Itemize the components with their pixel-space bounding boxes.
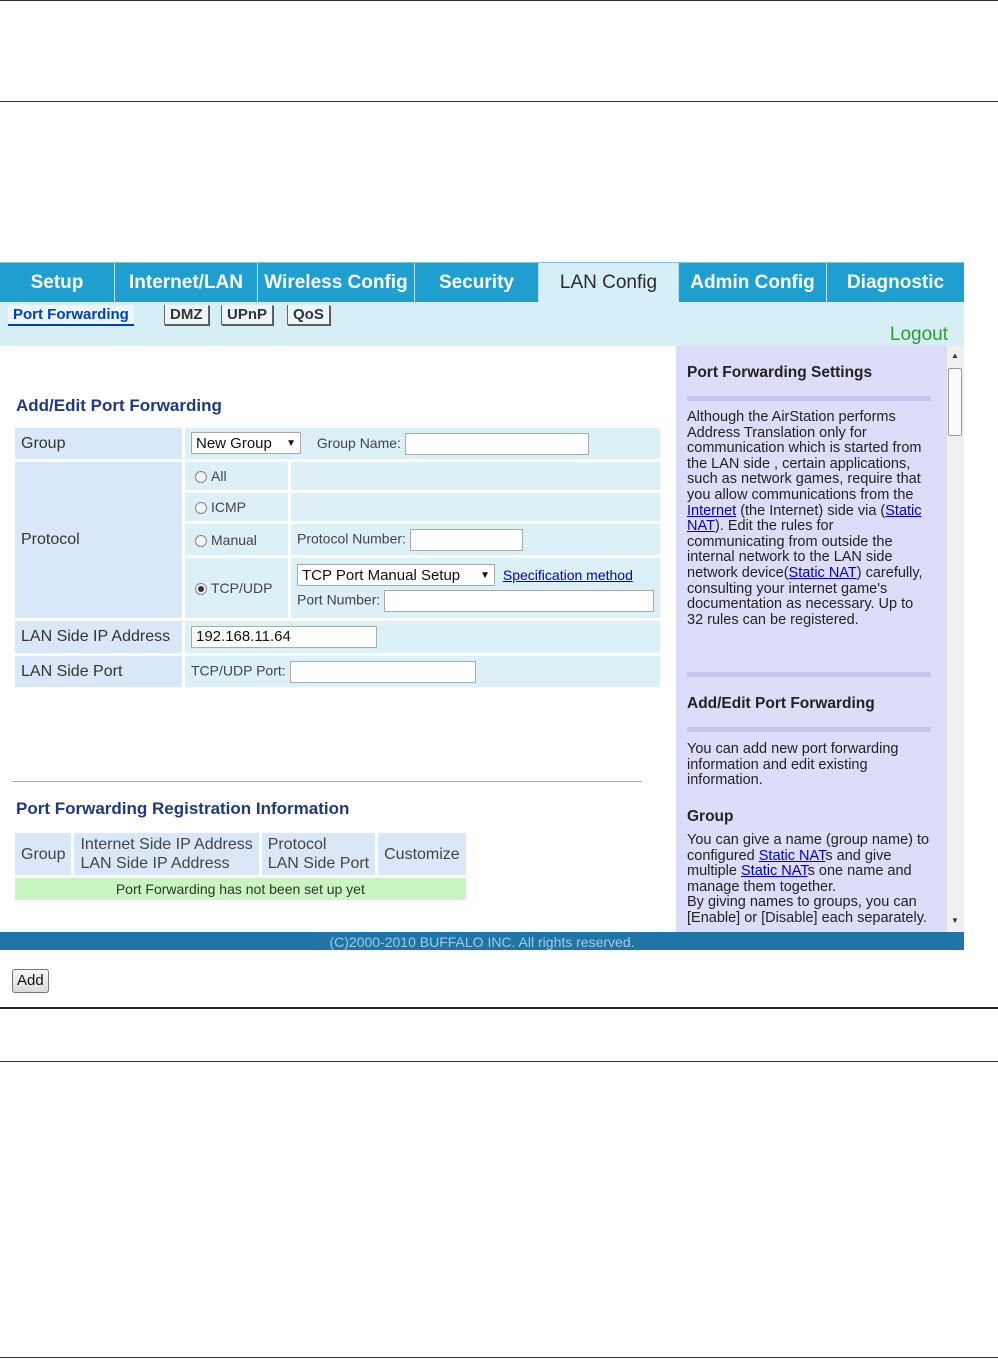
scroll-thumb[interactable] (948, 368, 962, 436)
radio-manual[interactable] (195, 535, 207, 547)
router-config-window (0, 262, 964, 989)
header-rule (0, 101, 998, 102)
static-nat-link[interactable]: Static NAT (741, 863, 808, 880)
section-rule-top (0, 1007, 998, 1009)
tab-security[interactable]: Security (415, 263, 539, 303)
radio-manual-label: Manual (211, 531, 257, 548)
scroll-up-icon[interactable]: ▲ (951, 351, 959, 360)
protocol-label: Protocol (15, 462, 182, 618)
empty-message: Port Forwarding has not been set up yet (15, 878, 466, 900)
form-title: Add/Edit Port Forwarding (16, 396, 222, 415)
tab-admin-config[interactable]: Admin Config (679, 263, 827, 303)
radio-tcpudp[interactable] (195, 583, 207, 595)
chevron-down-icon: ▼ (286, 437, 296, 449)
radio-tcpudp-label: TCP/UDP (211, 580, 273, 596)
lan-ip-label: LAN Side IP Address (15, 621, 182, 653)
sub-nav (0, 302, 964, 346)
help-title-add-edit: Add/Edit Port Forwarding (687, 695, 875, 712)
radio-icmp-label: ICMP (211, 499, 246, 515)
tcpudp-port-input[interactable] (290, 661, 476, 683)
subtab-dmz[interactable]: DMZ (164, 305, 209, 325)
col-protocol: Protocol (267, 836, 327, 853)
port-forwarding-form (12, 425, 663, 690)
group-name-label: Group Name: (316, 434, 401, 451)
help-separator (687, 672, 931, 677)
chevron-down-icon: ▼ (480, 570, 490, 581)
col-lan-port: LAN Side Port (267, 855, 370, 872)
tcpudp-port-label: TCP/UDP Port: (191, 662, 286, 679)
help-separator (687, 727, 931, 732)
static-nat-link[interactable]: Static NAT (687, 502, 922, 535)
registration-table (12, 830, 469, 903)
col-internet-ip: Internet Side IP Address (80, 836, 253, 853)
help-paragraph-2: You can add new port forwarding information and edit existing information. (687, 741, 899, 789)
tab-internet-lan[interactable]: Internet/LAN (115, 263, 258, 303)
static-nat-link[interactable]: Static NAT (788, 564, 857, 581)
help-title-group: Group (687, 808, 734, 825)
lan-port-label: LAN Side Port (15, 656, 182, 687)
tab-setup[interactable]: Setup (0, 263, 115, 303)
radio-icmp[interactable] (195, 502, 207, 514)
help-title-port-forwarding: Port Forwarding Settings (687, 364, 873, 381)
registration-title: Port Forwarding Registration Information (16, 799, 350, 818)
bottom-rule (0, 1357, 998, 1358)
port-setup-select[interactable]: TCP Port Manual Setup ▼ (297, 564, 495, 586)
col-lan-ip: LAN Side IP Address (80, 855, 230, 872)
logout-link[interactable]: Logout (889, 324, 948, 345)
section-rule-bottom (0, 1061, 998, 1062)
help-panel (676, 346, 946, 932)
group-label: Group (15, 428, 182, 459)
group-select[interactable]: New Group ▼ (191, 432, 301, 454)
protocol-number-label: Protocol Number: (297, 530, 406, 547)
tab-diagnostic[interactable]: Diagnostic (846, 272, 945, 293)
help-scrollbar[interactable] (946, 346, 964, 932)
footer-copyright: (C)2000-2010 BUFFALO INC. All rights reserved. (0, 932, 964, 950)
top-rule (0, 0, 998, 1)
col-customize: Customize (378, 833, 466, 875)
port-number-label: Port Number: (297, 591, 381, 608)
group-name-input[interactable] (405, 433, 589, 455)
specification-method-link[interactable]: Specification method (502, 567, 633, 583)
subtab-qos[interactable]: QoS (287, 305, 330, 325)
radio-all-label: All (211, 468, 227, 484)
subtab-port-forwarding[interactable]: Port Forwarding (8, 305, 134, 326)
col-group: Group (15, 833, 71, 875)
section-divider (12, 781, 642, 782)
help-paragraph-3: You can give a name (group name) to configured Static NATs and give multiple Static NATs one name and manage them together. By giving names to groups, you can [Enable] or [Disable] each separately. (687, 832, 930, 926)
internet-link[interactable]: Internet (687, 502, 737, 519)
static-nat-link[interactable]: Static NAT (758, 847, 826, 864)
help-paragraph-1: Although the AirStation performs Address Translation only for communication which is started from the LAN side , certain applications, such as network games, require that you allow communications from the Internet (the Internet) side via (Static NAT). Edit the rules for communicating from outside the internal network to the LAN side network device(Static NAT) carefully, consulting your internet game's documentation as necessary. Up to 32 rules can be registered. (687, 409, 923, 628)
scroll-down-icon[interactable]: ▼ (951, 916, 959, 925)
lan-ip-input[interactable]: 192.168.11.64 (191, 626, 377, 648)
tab-wireless-config[interactable]: Wireless Config (258, 263, 415, 303)
tab-lan-config[interactable]: LAN Config (539, 263, 679, 303)
protocol-number-input[interactable] (410, 529, 523, 551)
main-nav (0, 262, 964, 303)
radio-all[interactable] (195, 471, 207, 483)
subtab-upnp[interactable]: UPnP (221, 305, 273, 325)
add-button[interactable]: Add (12, 969, 49, 993)
help-separator (687, 396, 931, 401)
port-number-input[interactable] (384, 590, 654, 612)
